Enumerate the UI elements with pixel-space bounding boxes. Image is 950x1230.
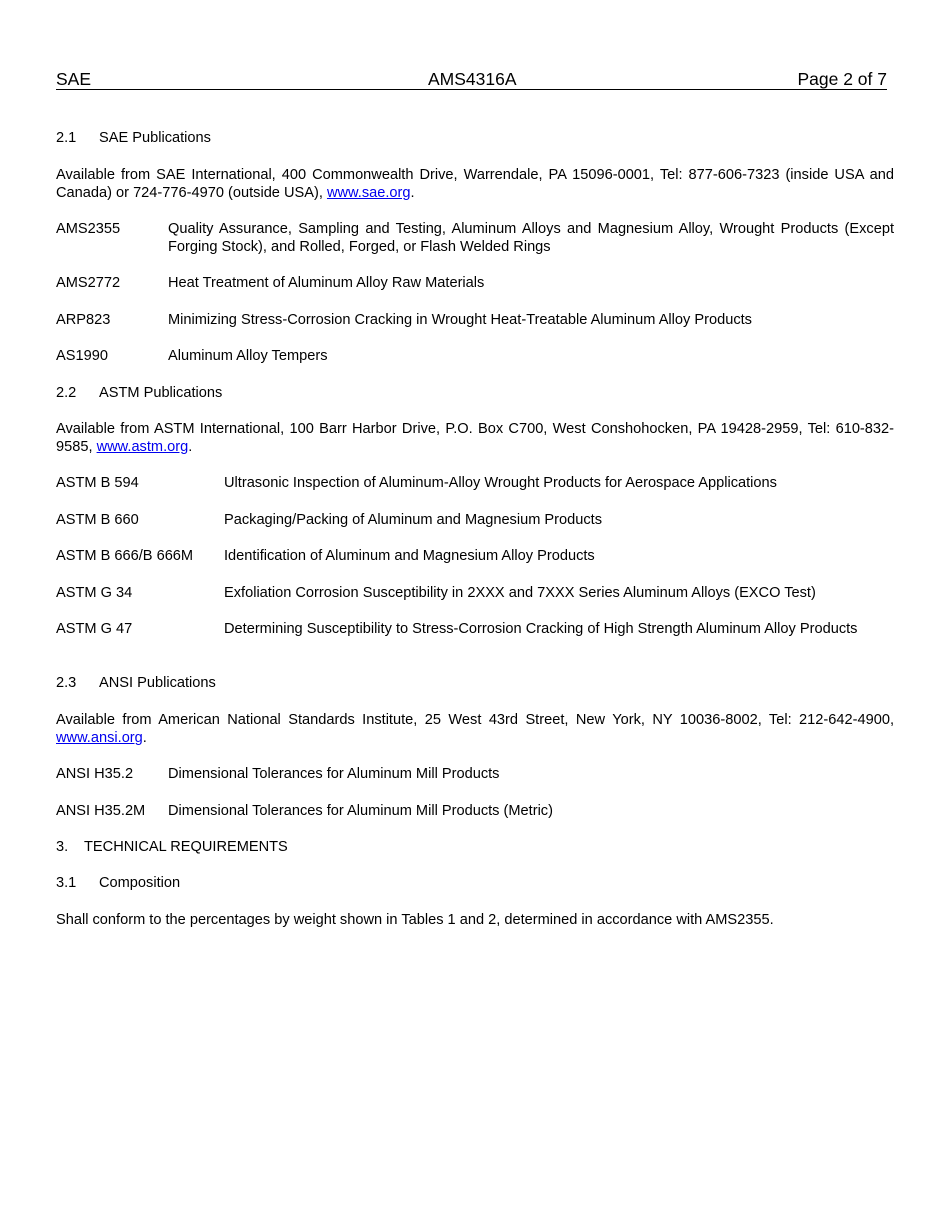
section-title: TECHNICAL REQUIREMENTS (84, 839, 288, 855)
reference-id: ASTM B 666/B 666M (56, 548, 194, 564)
section-title: SAE Publications (99, 130, 211, 146)
reference-title: Minimizing Stress-Corrosion Cracking in Wrought Heat-Treatable Aluminum Alloy Products (168, 312, 752, 328)
section-2-1-heading (56, 129, 894, 147)
reference-entry (56, 274, 894, 292)
reference-title: Identification of Aluminum and Magnesium Alloy Products (224, 548, 595, 564)
reference-entry (56, 474, 894, 492)
ansi-availability-paragraph: Available from American National Standards Institute, 25 West 43rd Street, New York, NY 10036-8002, Tel: 212-642-4900, www.ansi.org. (56, 712, 894, 746)
reference-title: Exfoliation Corrosion Susceptibility in 2XXX and 7XXX Series Aluminum Alloys (EXCO Test) (224, 585, 816, 601)
reference-id: ARP823 (56, 312, 111, 328)
reference-id: AMS2772 (56, 275, 121, 291)
reference-id: ASTM G 47 (56, 621, 133, 637)
section-number: 2.2 (56, 385, 77, 401)
reference-title: Aluminum Alloy Tempers (168, 348, 328, 364)
reference-entry (56, 584, 894, 602)
reference-title: Quality Assurance, Sampling and Testing, Aluminum Alloys and Magnesium Alloy, Wrought Products (Except Forging Stock), and Rolled, Forged, or Flash Welded Rings (168, 221, 894, 255)
header-page-number: Page 2 of 7 (797, 69, 887, 89)
reference-entry (56, 802, 894, 820)
reference-entry (56, 220, 894, 256)
reference-id: ANSI H35.2 (56, 766, 134, 782)
astm-availability-paragraph: Available from ASTM International, 100 Barr Harbor Drive, P.O. Box C700, West Conshohocken, PA 19428-2959, Tel: 610-832-9585, www.astm.org. (56, 421, 894, 455)
reference-title: Heat Treatment of Aluminum Alloy Raw Materials (168, 275, 485, 291)
reference-id: ANSI H35.2M (56, 803, 146, 819)
reference-title: Dimensional Tolerances for Aluminum Mill Products (Metric) (168, 803, 553, 819)
reference-id: ASTM B 660 (56, 512, 139, 528)
reference-entry (56, 547, 894, 565)
reference-entry (56, 765, 894, 783)
section-number: 3. (56, 839, 69, 855)
section-3-1-heading (56, 874, 894, 892)
reference-id: AMS2355 (56, 221, 121, 237)
reference-title: Packaging/Packing of Aluminum and Magnesium Products (224, 512, 603, 528)
section-number: 2.1 (56, 130, 77, 146)
ansi-website-link[interactable]: www.ansi.org (56, 730, 143, 746)
reference-entry (56, 620, 894, 656)
sae-availability-paragraph: Available from SAE International, 400 Commonwealth Drive, Warrendale, PA 15096-0001, Tel: 877-606-7323 (inside USA and Canada) or 724-776-4970 (outside USA), www.sae.org. (56, 167, 894, 201)
section-2-3-heading (56, 674, 894, 692)
section-title: ASTM Publications (99, 385, 223, 401)
section-2-2-heading (56, 384, 894, 402)
reference-title: Determining Susceptibility to Stress-Corrosion Cracking of High Strength Aluminum Alloy Products (224, 621, 858, 637)
section-number: 2.3 (56, 675, 77, 691)
reference-id: AS1990 (56, 348, 108, 364)
section-title: Composition (99, 875, 181, 891)
composition-paragraph: Shall conform to the percentages by weight shown in Tables 1 and 2, determined in accordance with AMS2355. (56, 912, 774, 928)
section-title: ANSI Publications (99, 675, 216, 691)
header-doc-number: AMS4316A (428, 69, 517, 89)
header-org: SAE (56, 69, 92, 89)
reference-title: Ultrasonic Inspection of Aluminum-Alloy Wrought Products for Aerospace Applications (224, 475, 777, 491)
page-header (56, 69, 887, 90)
reference-title: Dimensional Tolerances for Aluminum Mill Products (168, 766, 500, 782)
section-3-heading (56, 838, 894, 856)
reference-entry (56, 347, 894, 365)
astm-website-link[interactable]: www.astm.org (96, 439, 189, 455)
reference-entry (56, 311, 894, 329)
reference-id: ASTM G 34 (56, 585, 133, 601)
section-number: 3.1 (56, 875, 77, 891)
sae-website-link[interactable]: www.sae.org (326, 185, 411, 201)
reference-id: ASTM B 594 (56, 475, 139, 491)
reference-entry (56, 511, 894, 529)
